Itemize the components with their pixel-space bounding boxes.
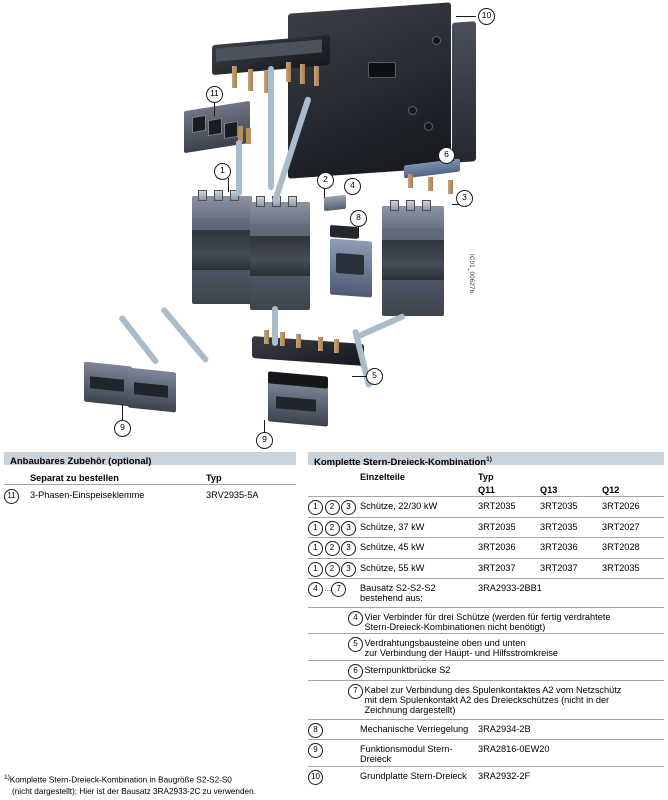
callout-badge-2: 2 <box>325 500 340 515</box>
cable-left-2 <box>160 306 210 363</box>
callout-badge-2: 2 <box>325 541 340 556</box>
callout-4: 4 <box>344 178 361 195</box>
leader-1 <box>228 178 229 192</box>
callout-badge-4: 4 <box>308 582 323 597</box>
feeder-port-1 <box>192 115 206 133</box>
part-q13: 3RT2035 <box>540 501 578 511</box>
callout-9-center: 9 <box>256 432 273 449</box>
callout-8: 8 <box>350 210 367 227</box>
callout-badge-6: 6 <box>348 664 363 679</box>
contactor-q11-term-2 <box>214 190 223 201</box>
kit-item-line: mit dem Spulenkontakt A2 des Dreieckschützes (nicht in der <box>364 695 610 705</box>
callout-1: 1 <box>214 163 231 180</box>
contactor-q12-mid <box>382 240 444 280</box>
kit-items-list <box>308 607 664 717</box>
cable-feeder-down <box>236 140 242 196</box>
kit-item <box>308 660 664 681</box>
cable-left-1 <box>118 314 160 365</box>
base-plate-hole-3 <box>424 122 433 131</box>
combination-header-row-1 <box>308 470 664 483</box>
part-q11: 3RT2037 <box>478 562 516 573</box>
kit-type: 3RA2933-2BB1 <box>478 583 542 593</box>
kit-item-line: zur Verbindung der Haupt- und Hilfsstromkreise <box>364 648 559 658</box>
table-row <box>4 485 296 506</box>
col-q12: Q12 <box>602 484 620 495</box>
col-parts: Einzelteile <box>360 471 405 482</box>
kit-desc-line1: Bausatz S2-S2-S2 <box>360 583 436 593</box>
callout-badge-3: 3 <box>341 521 356 536</box>
base-plate-star-delta <box>288 2 451 178</box>
tail-type: 3RA2932-2F <box>478 770 531 781</box>
kit-item-line: Kabel zur Verbindung des Spulenkontaktes A2 vom Netzschütz <box>364 685 622 695</box>
tail-type: 3RA2934-2B <box>478 723 531 734</box>
footnote-text-1: Komplette Stern-Dreieck-Kombination in Baugröße S2-S2-S0 <box>9 775 232 785</box>
contactor-q13-term-1 <box>256 196 265 207</box>
kit-item-line: Verdrahtungsbausteine oben und unten <box>364 638 526 648</box>
connector-set <box>324 195 346 211</box>
contactor-q13-term-3 <box>288 196 297 207</box>
combination-table <box>308 452 664 786</box>
footnote-line-2: (nicht dargestellt): Hier ist der Bausatz 3RA2933-2C zu verwenden. <box>12 786 256 796</box>
interlock-face <box>336 253 364 275</box>
contactor-q12-term-1 <box>390 200 399 211</box>
callout-badge-4: 4 <box>348 611 363 626</box>
callout-badge-3: 3 <box>341 562 356 577</box>
leader-10 <box>456 16 476 17</box>
part-desc: Schütze, 22/30 kW <box>360 501 438 511</box>
wiring-pin-1 <box>232 66 237 88</box>
footnote-marker: 1) <box>4 774 10 781</box>
kit-item <box>308 681 664 717</box>
callout-badge-3: 3 <box>341 541 356 556</box>
accessory-desc: 3-Phasen-Einspeiseklemme <box>30 490 145 500</box>
callout-6: 6 <box>438 147 455 164</box>
callout-11: 11 <box>206 86 223 103</box>
accessories-header-row <box>4 471 296 485</box>
callout-badge-1: 1 <box>308 562 323 577</box>
table-row <box>308 558 664 579</box>
part-q13: 3RT2036 <box>540 542 578 552</box>
tail-desc: Mechanische Verriegelung <box>360 723 469 734</box>
cable-bottom-center <box>272 306 278 346</box>
accessories-col-type: Typ <box>206 472 222 483</box>
kit-item-line: Zeichnung dargestellt) <box>364 705 456 715</box>
combination-tail-rows <box>308 719 664 787</box>
tail-desc: Funktionsmodul Stern-Dreieck <box>360 744 453 764</box>
table-row <box>308 538 664 559</box>
accessories-table-title: Anbaubares Zubehör (optional) <box>4 452 296 465</box>
combination-table-title-sup: 1) <box>486 456 492 463</box>
wiring-bottom-pin-3 <box>296 334 301 348</box>
base-plate-hole-2 <box>408 106 417 115</box>
wiring-pin-2 <box>248 69 253 91</box>
wiring-pin-6 <box>314 66 319 86</box>
part-desc: Schütze, 55 kW <box>360 562 425 573</box>
wiring-pin-5 <box>300 64 305 84</box>
contactor-q12 <box>382 206 444 316</box>
bridge-pin-2 <box>428 177 433 191</box>
base-plate-edge <box>452 21 476 163</box>
callout-badge-8: 8 <box>308 723 323 738</box>
leader-5 <box>352 376 366 377</box>
wiring-bottom-pin-5 <box>334 339 339 353</box>
callout-badge-10: 10 <box>308 770 323 785</box>
contactor-q11-mid <box>192 230 252 270</box>
kit-item <box>308 634 664 661</box>
callout-3: 3 <box>456 190 473 207</box>
bridge-pin-1 <box>408 174 413 188</box>
accessories-table <box>4 452 296 506</box>
cable-right-loop2 <box>356 313 406 340</box>
combination-table-title <box>308 452 664 469</box>
leader-8 <box>358 226 359 238</box>
callout-badge-9: 9 <box>308 743 323 758</box>
feeder-port-3 <box>224 121 238 139</box>
contactor-q11-term-1 <box>198 190 207 201</box>
leader-9a <box>122 404 123 420</box>
base-plate-hole-1 <box>432 36 441 45</box>
table-row <box>308 497 664 518</box>
col-typ: Typ <box>478 471 494 482</box>
part-q13: 3RT2035 <box>540 521 578 532</box>
contactor-q13 <box>250 202 310 310</box>
callout-badge-7: 7 <box>348 684 363 699</box>
bridge-pin-3 <box>448 180 453 194</box>
callout-badge-2: 2 <box>325 562 340 577</box>
footnote-line-1 <box>4 772 256 786</box>
callout-10: 10 <box>478 8 495 25</box>
callout-9-left: 9 <box>114 420 131 437</box>
callout-2: 2 <box>317 172 334 189</box>
tail-type: 3RA2816-0EW20 <box>478 744 550 754</box>
base-plate-slot <box>368 62 396 78</box>
table-row-kit <box>308 579 664 605</box>
image-code-watermark: IC01_00627b <box>468 254 474 294</box>
part-q12: 3RT2027 <box>602 521 640 532</box>
combination-table-body <box>308 470 664 605</box>
callout-badge-1: 1 <box>308 521 323 536</box>
contactor-q11 <box>192 196 252 304</box>
kit-item <box>308 607 664 634</box>
wiring-bottom-pin-1 <box>264 330 269 344</box>
footnote <box>4 772 256 797</box>
callout-5: 5 <box>366 368 383 385</box>
col-q11: Q11 <box>478 484 495 495</box>
callout-badge-2: 2 <box>325 521 340 536</box>
part-desc: Schütze, 37 kW <box>360 521 425 532</box>
table-row <box>308 740 664 767</box>
part-q11: 3RT2035 <box>478 521 516 532</box>
contactor-q12-term-2 <box>406 200 415 211</box>
contactor-q12-term-3 <box>422 200 431 211</box>
kit-ellipsis: ... <box>324 584 332 593</box>
part-q12: 3RT2035 <box>602 562 640 573</box>
combination-header-row-2 <box>308 483 664 497</box>
kit-desc-line2: bestehend aus: <box>360 593 423 603</box>
accessories-col-order: Separat zu bestellen <box>30 472 119 483</box>
cable-top-long <box>268 66 274 190</box>
part-q13: 3RT2037 <box>540 562 578 573</box>
callout-badge-5: 5 <box>348 637 363 652</box>
kit-item-line: Sternpunktbrücke S2 <box>364 664 451 675</box>
feeder-port-2 <box>208 118 222 136</box>
combination-table-title-text: Komplette Stern-Dreieck-Kombination <box>314 457 487 469</box>
accessories-table-body <box>4 471 296 506</box>
table-row <box>308 719 664 740</box>
tail-desc: Grundplatte Stern-Dreieck <box>360 770 467 781</box>
part-q11: 3RT2036 <box>478 542 516 552</box>
callout-badge-11: 11 <box>4 489 19 504</box>
part-q12: 3RT2026 <box>602 501 640 511</box>
callout-badge-1: 1 <box>308 500 323 515</box>
col-q13: Q13 <box>540 484 558 495</box>
callout-badge-3: 3 <box>341 500 356 515</box>
wiring-pin-4 <box>286 62 291 82</box>
part-desc: Schütze, 45 kW <box>360 542 425 552</box>
accessory-type: 3RV2935-5A <box>206 490 259 500</box>
table-row <box>308 766 664 786</box>
kit-item-line: Stern-Dreieck-Kombinationen nicht benötigt) <box>364 621 546 632</box>
callout-badge-1: 1 <box>308 541 323 556</box>
interlock-clip <box>330 225 358 239</box>
kit-item-line: Vier Verbinder für drei Schütze (werden für fertig verdrahtete <box>364 611 611 622</box>
table-row <box>308 517 664 538</box>
part-q11: 3RT2035 <box>478 501 516 511</box>
wiring-bottom-pin-4 <box>318 337 323 351</box>
contactor-q13-mid <box>250 236 310 276</box>
callout-badge-7: 7 <box>331 582 346 597</box>
wiring-bottom-pin-2 <box>280 332 285 346</box>
part-q12: 3RT2028 <box>602 542 640 552</box>
feeder-pin-2 <box>246 128 251 144</box>
leader-11 <box>214 102 215 116</box>
